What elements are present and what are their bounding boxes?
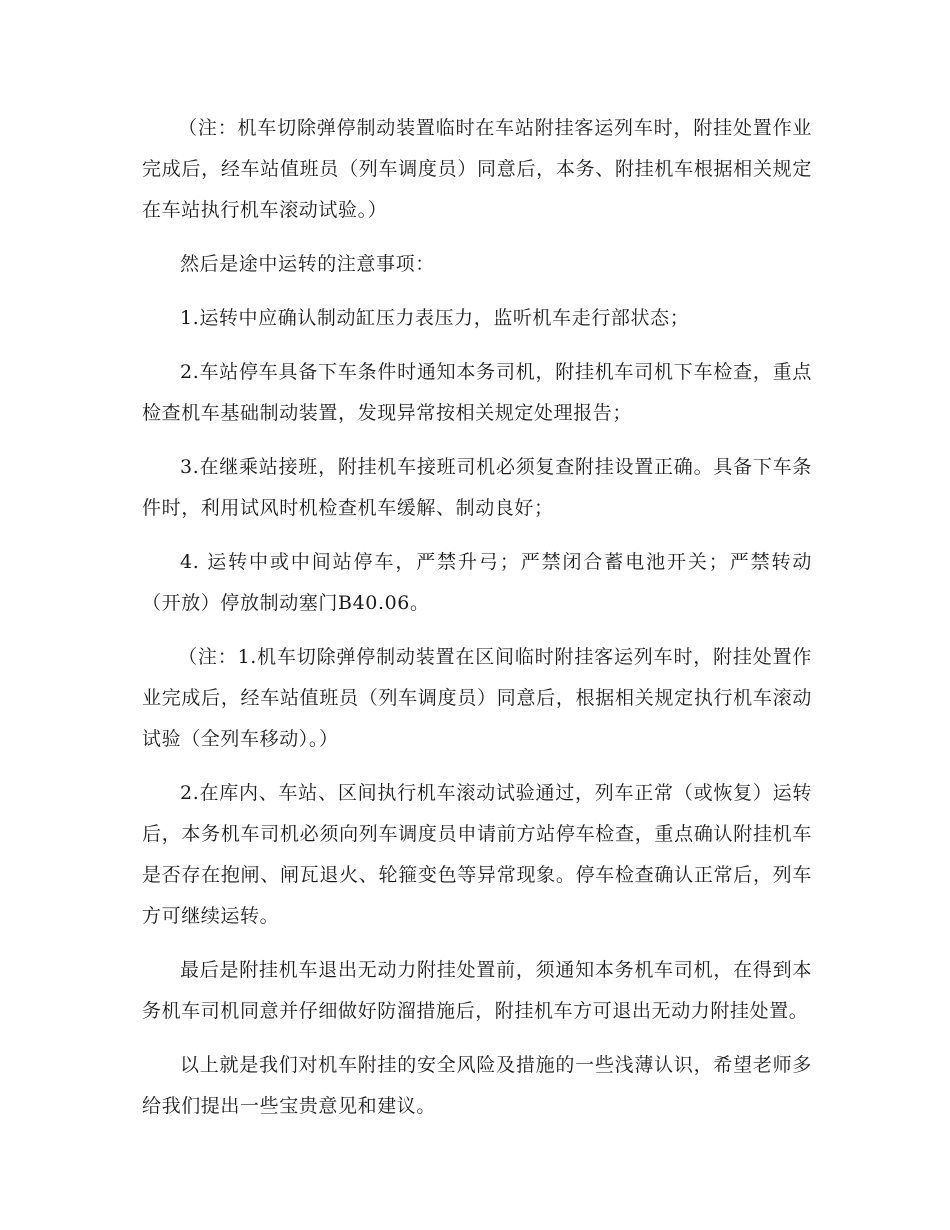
en-route-item-3: 3.在继乘站接班，附挂机车接班司机必须复查附挂设置正确。具备下车条件时，利用试风时机检查机车缓解、制动良好； (142, 456, 812, 519)
en-route-item-1: 1.运转中应确认制动缸压力表压力，监听机车走行部状态； (180, 307, 690, 329)
note-item-2-paragraph: 2.在库内、车站、区间执行机车滚动试验通过，列车正常（或恢复）运转后，本务机车司机必须向列车调度员申请前方站停车检查，重点确认附挂机车是否存在抱闸、闸瓦退火、轮箍变色等异常现象。停车检查确认正常后，列车方可继续运转。 (142, 782, 812, 927)
note-paragraph-station-rolling-test: （注：机车切除弹停制动装置临时在车站附挂客运列车时，附挂处置作业完成后，经车站值班员（列车调度员）同意后，本务、附挂机车根据相关规定在车站执行机车滚动试验。） (142, 117, 812, 221)
en-route-heading-paragraph: 然后是途中运转的注意事项： (180, 253, 435, 275)
en-route-item-2: 2.车站停车具备下车条件时通知本务司机，附挂机车司机下车检查，重点检查机车基础制动装置，发现异常按相关规定处理报告； (142, 361, 812, 424)
note-paragraph-section-rolling-test: （注：1.机车切除弹停制动装置在区间临时附挂客运列车时，附挂处置作业完成后，经车站值班员（列车调度员）同意后，根据相关规定执行机车滚动试验（全列车移动）。） (142, 646, 812, 750)
closing-paragraph: 以上就是我们对机车附挂的安全风险及措施的一些浅薄认识，希望老师多给我们提出一些宝贵意见和建议。 (142, 1054, 812, 1117)
en-route-item-4: 4. 运转中或中间站停车，严禁升弓；严禁闭合蓄电池开关；严禁转动（开放）停放制动塞门B40.06。 (142, 551, 812, 614)
document-body (142, 108, 812, 1140)
exit-procedure-paragraph: 最后是附挂机车退出无动力附挂处置前，须通知本务机车司机，在得到本务机车司机同意并仔细做好防溜措施后，附挂机车方可退出无动力附挂处置。 (142, 959, 812, 1022)
